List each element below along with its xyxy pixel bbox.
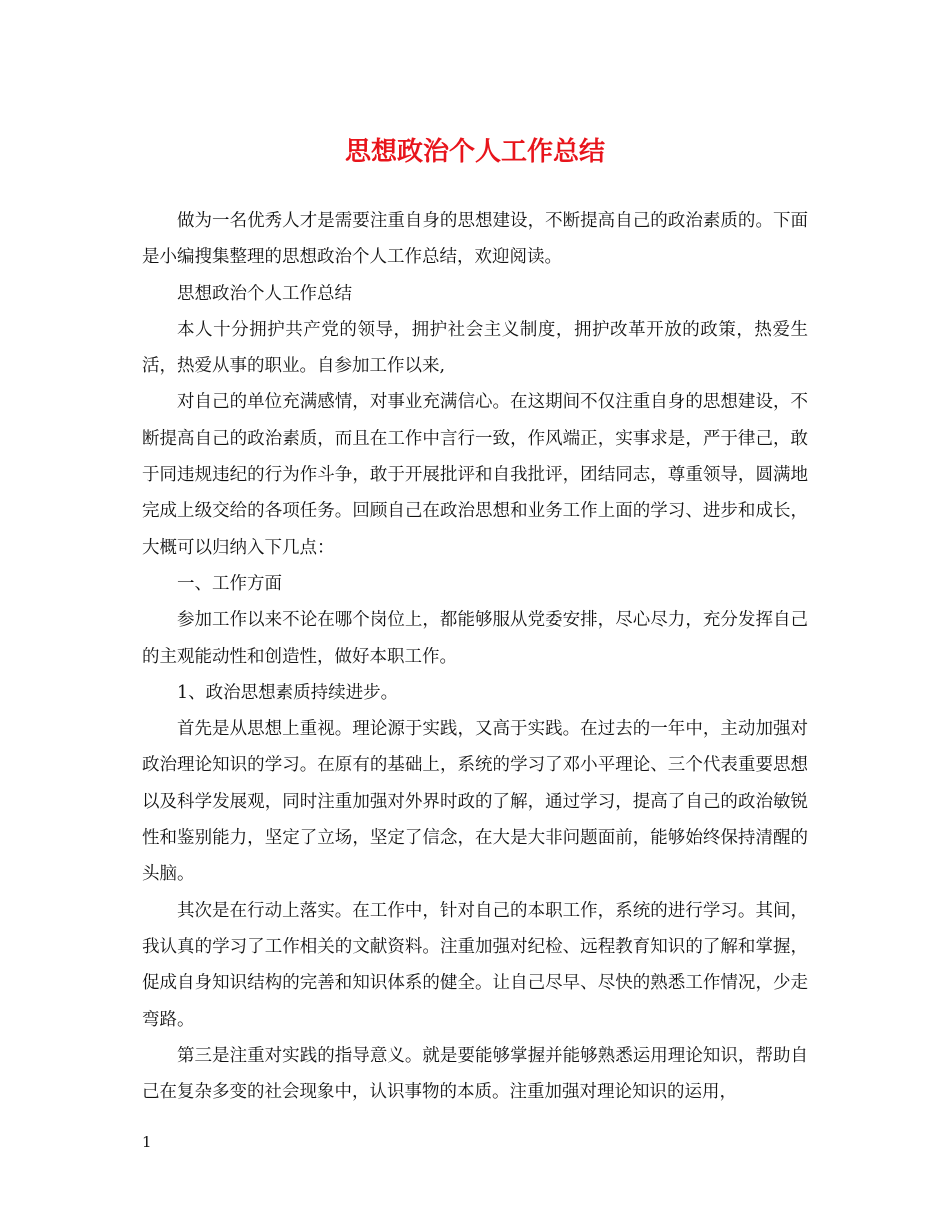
paragraph: 做为一名优秀人才是需要注重自身的思想建设，不断提高自己的政治素质的。下面是小编搜集整理的思想政治个人工作总结，欢迎阅读。 bbox=[142, 211, 808, 268]
paragraph: 一、工作方面 bbox=[177, 573, 282, 594]
paragraph: 思想政治个人工作总结 bbox=[177, 283, 352, 304]
paragraph: 本人十分拥护共产党的领导，拥护社会主义制度，拥护改革开放的政策，热爱生活，热爱从事的职业。自参加工作以来, bbox=[142, 319, 808, 377]
paragraph: 1、政治思想素质持续进步。 bbox=[177, 682, 399, 703]
paragraph: 首先是从思想上重视。理论源于实践，又高于实践。在过去的一年中，主动加强对政治理论知识的学习。在原有的基础上，系统的学习了邓小平理论、三个代表重要思想以及科学发展观，同时注重加强对外界时政的了解，通过学习，提高了自己的政治敏锐性和鉴别能力，坚定了立场，坚定了信念，在大是大非问题面前，能够始终保持清醒的头脑。 bbox=[142, 719, 808, 885]
document-body bbox=[142, 203, 808, 1110]
paragraph: 其次是在行动上落实。在工作中，针对自己的本职工作，系统的进行学习。其间，我认真的学习了工作相关的文献资料。注重加强对纪检、远程教育知识的了解和掌握，促成自身知识结构的完善和知识体系的健全。让自己尽早、尽快的熟悉工作情况，少走弯路。 bbox=[142, 900, 808, 1030]
paragraph: 第三是注重对实践的指导意义。就是要能够掌握并能够熟悉运用理论知识，帮助自己在复杂多变的社会现象中，认识事物的本质。注重加强对理论知识的运用， bbox=[142, 1045, 808, 1103]
page-number: 1 bbox=[142, 1133, 152, 1151]
page-title: 思想政治个人工作总结 bbox=[344, 137, 605, 167]
paragraph: 对自己的单位充满感情，对事业充满信心。在这期间不仅注重自身的思想建设，不断提高自己的政治素质，而且在工作中言行一致，作风端正，实事求是，严于律己，敢于同违规违纪的行为作斗争，敢于开展批评和自我批评，团结同志，尊重领导，圆满地完成上级交给的各项任务。回顾自己在政治思想和业务工作上面的学习、进步和成长，大概可以归纳入下几点： bbox=[142, 392, 808, 558]
paragraph: 参加工作以来不论在哪个岗位上，都能够服从党委安排，尽心尽力，充分发挥自己的主观能动性和创造性，做好本职工作。 bbox=[142, 610, 808, 667]
